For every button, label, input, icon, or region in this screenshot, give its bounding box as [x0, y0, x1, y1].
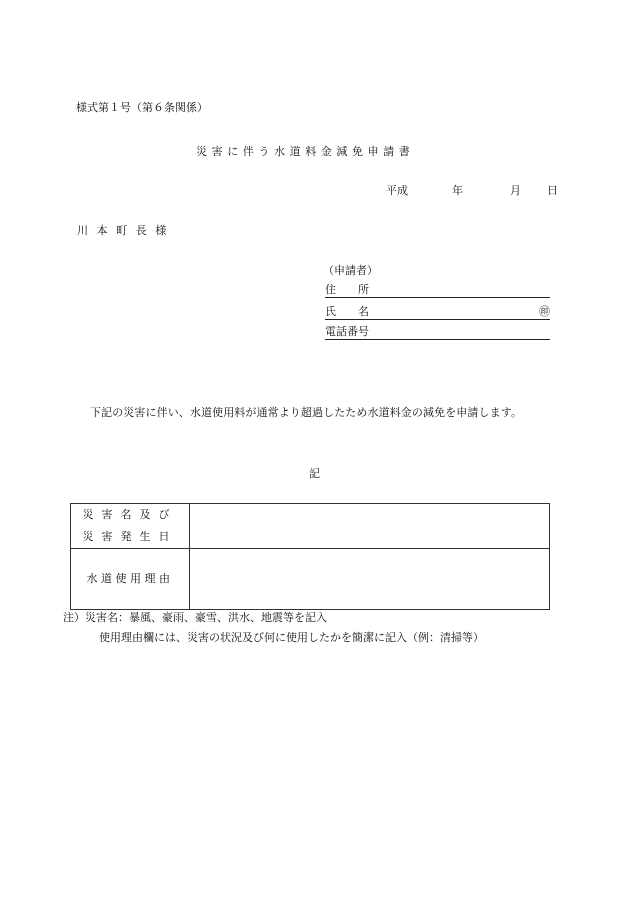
date-year-label: 年 — [452, 184, 463, 197]
date-era: 平成 — [386, 184, 408, 197]
applicant-heading: （申請者） — [323, 264, 378, 277]
form-number: 様式第１号（第６条関係） — [76, 101, 208, 114]
phone-label: 電話番号 — [325, 325, 369, 338]
address-field[interactable] — [325, 284, 550, 298]
disaster-name-label: 災害名及び — [82, 508, 178, 521]
date-row — [386, 185, 558, 197]
disaster-date-label: 災害発生日 — [82, 530, 178, 543]
usage-reason-value-cell[interactable] — [190, 549, 550, 610]
name-field[interactable] — [325, 306, 550, 320]
date-day-label: 日 — [547, 184, 558, 197]
table-row — [71, 504, 550, 549]
document-title: 災害に伴う水道料金減免申請書 — [196, 145, 415, 158]
disaster-label-cell — [71, 504, 190, 549]
disaster-value-cell[interactable] — [190, 504, 550, 549]
table-row — [71, 549, 550, 610]
address-label: 住 所 — [325, 283, 369, 296]
note-line-2: 使用理由欄には、災害の状況及び何に使用したかを簡潔に記入（例：清掃等） — [99, 631, 484, 644]
phone-field[interactable] — [325, 326, 550, 340]
usage-reason-label-cell — [71, 549, 190, 610]
note-line-1: 注）災害名：暴風、豪雨、豪雪、洪水、地震等を記入 — [63, 611, 327, 624]
date-month-label: 月 — [510, 184, 521, 197]
seal-icon: ㊞ — [539, 305, 550, 318]
detail-table — [70, 503, 550, 610]
application-statement: 下記の災害に伴い、水道使用料が通常より超過したため水道料金の減免を申請します。 — [90, 406, 523, 419]
name-label: 氏 名 — [325, 305, 369, 318]
ki-heading: 記 — [309, 467, 320, 480]
addressee: 川本町長様 — [77, 224, 175, 237]
usage-reason-label: 水道使用理由 — [86, 572, 174, 585]
